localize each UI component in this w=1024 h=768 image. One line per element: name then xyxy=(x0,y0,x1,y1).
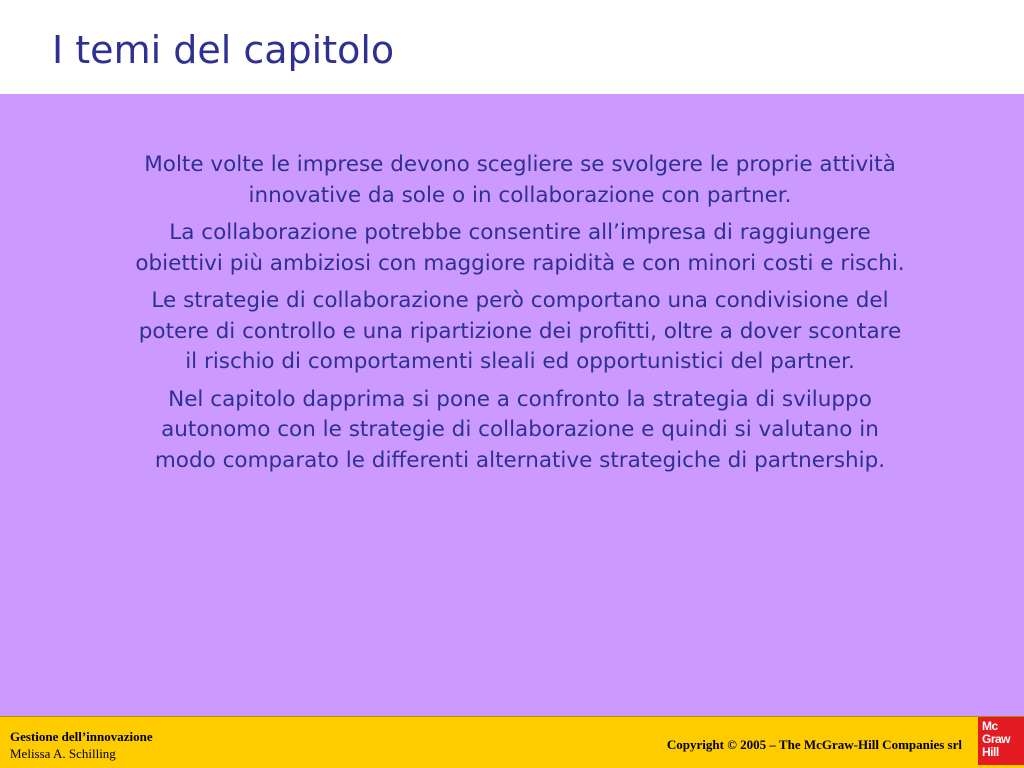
body-text xyxy=(130,150,910,483)
publisher-logo-icon xyxy=(978,717,1024,765)
title-area xyxy=(0,0,1024,94)
footer-copyright: Copyright © 2005 – The McGraw-Hill Companies srl xyxy=(666,737,962,752)
footer-credits xyxy=(10,728,153,762)
logo-line: Hill xyxy=(982,745,999,759)
footer-bar xyxy=(0,716,1024,768)
footer-author: Melissa A. Schilling xyxy=(10,746,116,761)
slide-title: I temi del capitolo xyxy=(52,28,395,72)
logo-line: Mc xyxy=(982,719,998,733)
content-panel xyxy=(0,94,1024,716)
footer-book-title: Gestione dell’innovazione xyxy=(10,729,153,744)
paragraph: Le strategie di collaborazione però comportano una condivisione del potere di controllo e una ripartizione dei profitti, oltre a dover scontare il rischio di comportamenti sleali ed opportunistici del partner. xyxy=(138,288,902,374)
paragraph: Nel capitolo dapprima si pone a confronto la strategia di sviluppo autonomo con le strategie di collaborazione e quindi si valutano in modo comparato le differenti alternative strategiche di partnership. xyxy=(154,386,886,473)
paragraph: Molte volte le imprese devono scegliere se svolgere le proprie attività innovative da sole o in collaborazione con partner. xyxy=(144,152,896,208)
logo-line: Graw xyxy=(982,732,1011,746)
paragraph: La collaborazione potrebbe consentire all’impresa di raggiungere obiettivi più ambiziosi con maggiore rapidità e con minori costi e rischi. xyxy=(135,220,905,276)
